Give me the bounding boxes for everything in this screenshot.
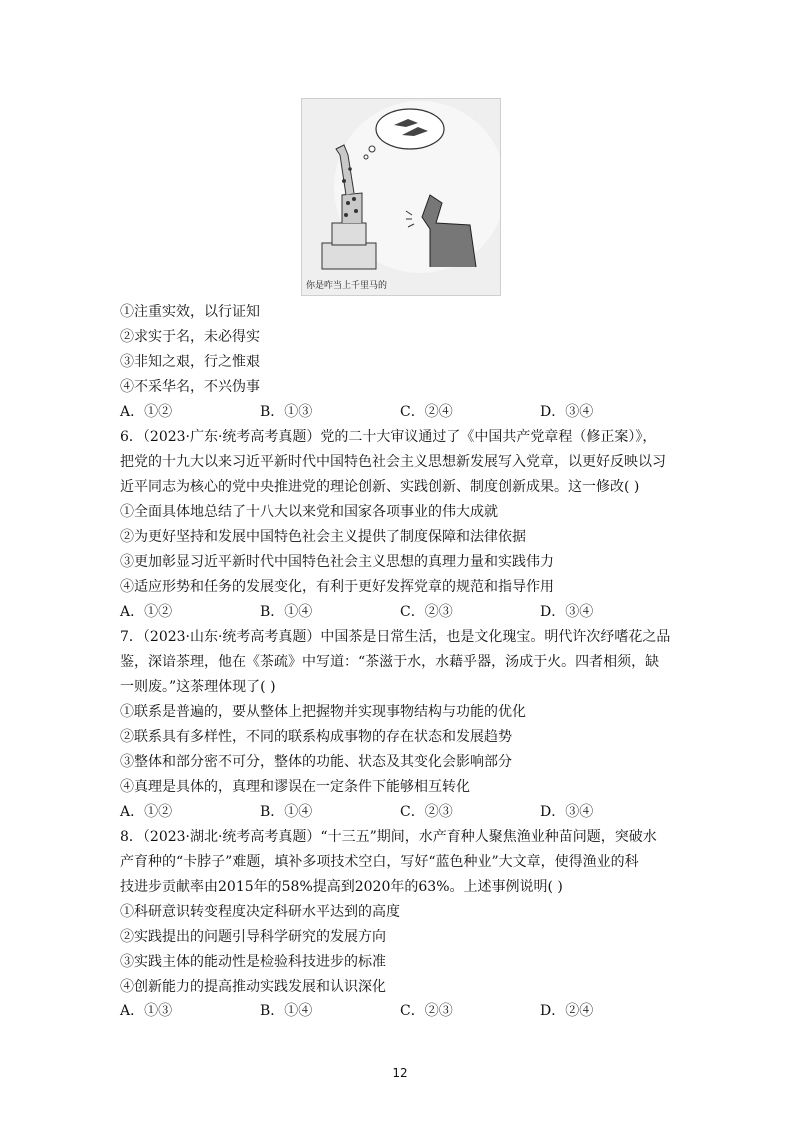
q8-option-b[interactable]: B．①④ [260, 1003, 313, 1019]
q8-options [120, 1001, 680, 1021]
figure-caption: 你是咋当上千里马的 [306, 281, 388, 291]
cartoon-figure [301, 98, 501, 296]
q7-stem-line-1: 7．（2023·山东·统考高考真题）中国茶是日常生活，也是文化瑰宝。明代许次纾嗜花之品 [120, 629, 671, 645]
q7-statement-3: ③整体和部分密不可分，整体的功能、状态及其变化会影响部分 [120, 754, 512, 770]
q8-option-a[interactable]: A．①③ [120, 1003, 173, 1019]
q7-stem-line-2: 鉴，深谙茶理，他在《茶疏》中写道：“茶滋于水，水藉乎器，汤成于火。四者相须，缺 [120, 654, 660, 670]
q8-option-c[interactable]: C．②③ [400, 1003, 453, 1019]
q6-option-c[interactable]: C．②③ [400, 604, 453, 620]
q6-option-a[interactable]: A．①② [120, 604, 173, 620]
q5-statement-2: ②求实于名，未必得实 [120, 329, 260, 345]
q7-statement-1: ①联系是普遍的，要从整体上把握物并实现事物结构与功能的优化 [120, 704, 526, 720]
q6-statement-1: ①全面具体地总结了十八大以来党和国家各项事业的伟大成就 [120, 504, 498, 520]
q8-stem-line-2: 产育种的“卡脖子”难题，填补多项技术空白，写好“蓝色种业”大文章，使得渔业的科 [120, 854, 639, 870]
cartoon-illustration [302, 99, 500, 295]
q7-options [120, 802, 680, 822]
q6-stem-line-1: 6．（2023·广东·统考高考真题）党的二十大审议通过了《中国共产党章程（修正案）》， [120, 429, 657, 445]
q7-statement-2: ②联系具有多样性，不同的联系构成事物的存在状态和发展趋势 [120, 729, 512, 745]
q6-statement-3: ③更加彰显习近平新时代中国特色社会主义思想的真理力量和实践伟力 [120, 554, 554, 570]
q8-statement-3: ③实践主体的能动性是检验科技进步的标准 [120, 954, 386, 970]
q8-option-d[interactable]: D．②④ [540, 1003, 594, 1019]
q6-stem-line-3: 近平同志为核心的党中央推进党的理论创新、实践创新、制度创新成果。这一修改( ) [120, 479, 640, 495]
q7-option-d[interactable]: D．③④ [540, 804, 594, 820]
q6-statement-2: ②为更好坚持和发展中国特色社会主义提供了制度保障和法律依据 [120, 529, 526, 545]
q7-stem-line-3: 一则废。”这茶理体现了( ) [120, 679, 276, 695]
q8-statement-4: ④创新能力的提高推动实践发展和认识深化 [120, 979, 386, 995]
q5-options [120, 402, 680, 422]
q5-option-d[interactable]: D．③④ [540, 404, 594, 420]
q6-options [120, 602, 680, 622]
q6-stem-line-2: 把党的十九大以来习近平新时代中国特色社会主义思想新发展写入党章，以更好反映以习 [120, 454, 666, 470]
q5-option-b[interactable]: B．①③ [260, 404, 313, 420]
q6-statement-4: ④适应形势和任务的发展变化，有利于更好发挥党章的规范和指导作用 [120, 579, 554, 595]
q5-option-a[interactable]: A．①② [120, 404, 173, 420]
q7-statement-4: ④真理是具体的，真理和谬误在一定条件下能够相互转化 [120, 779, 470, 795]
q5-statement-4: ④不采华名，不兴伪事 [120, 379, 260, 395]
q8-statement-2: ②实践提出的问题引导科学研究的发展方向 [120, 929, 386, 945]
q8-statement-1: ①科研意识转变程度决定科研水平达到的高度 [120, 904, 400, 920]
q6-option-b[interactable]: B．①④ [260, 604, 313, 620]
q6-option-d[interactable]: D．③④ [540, 604, 594, 620]
q8-stem-line-1: 8．（2023·湖北·统考高考真题）“十三五”期间，水产育种人聚焦渔业种苗问题，突破水 [120, 829, 657, 845]
q7-option-c[interactable]: C．②③ [400, 804, 453, 820]
q7-option-a[interactable]: A．①② [120, 804, 173, 820]
q5-statement-3: ③非知之艰，行之惟艰 [120, 354, 260, 370]
page-number: 12 [392, 1066, 408, 1080]
q5-option-c[interactable]: C．②④ [400, 404, 453, 420]
q7-option-b[interactable]: B．①④ [260, 804, 313, 820]
q8-stem-line-3: 技进步贡献率由2015年的58%提高到2020年的63%。上述事例说明( ) [120, 879, 563, 895]
q5-statement-1: ①注重实效，以行证知 [120, 304, 260, 320]
